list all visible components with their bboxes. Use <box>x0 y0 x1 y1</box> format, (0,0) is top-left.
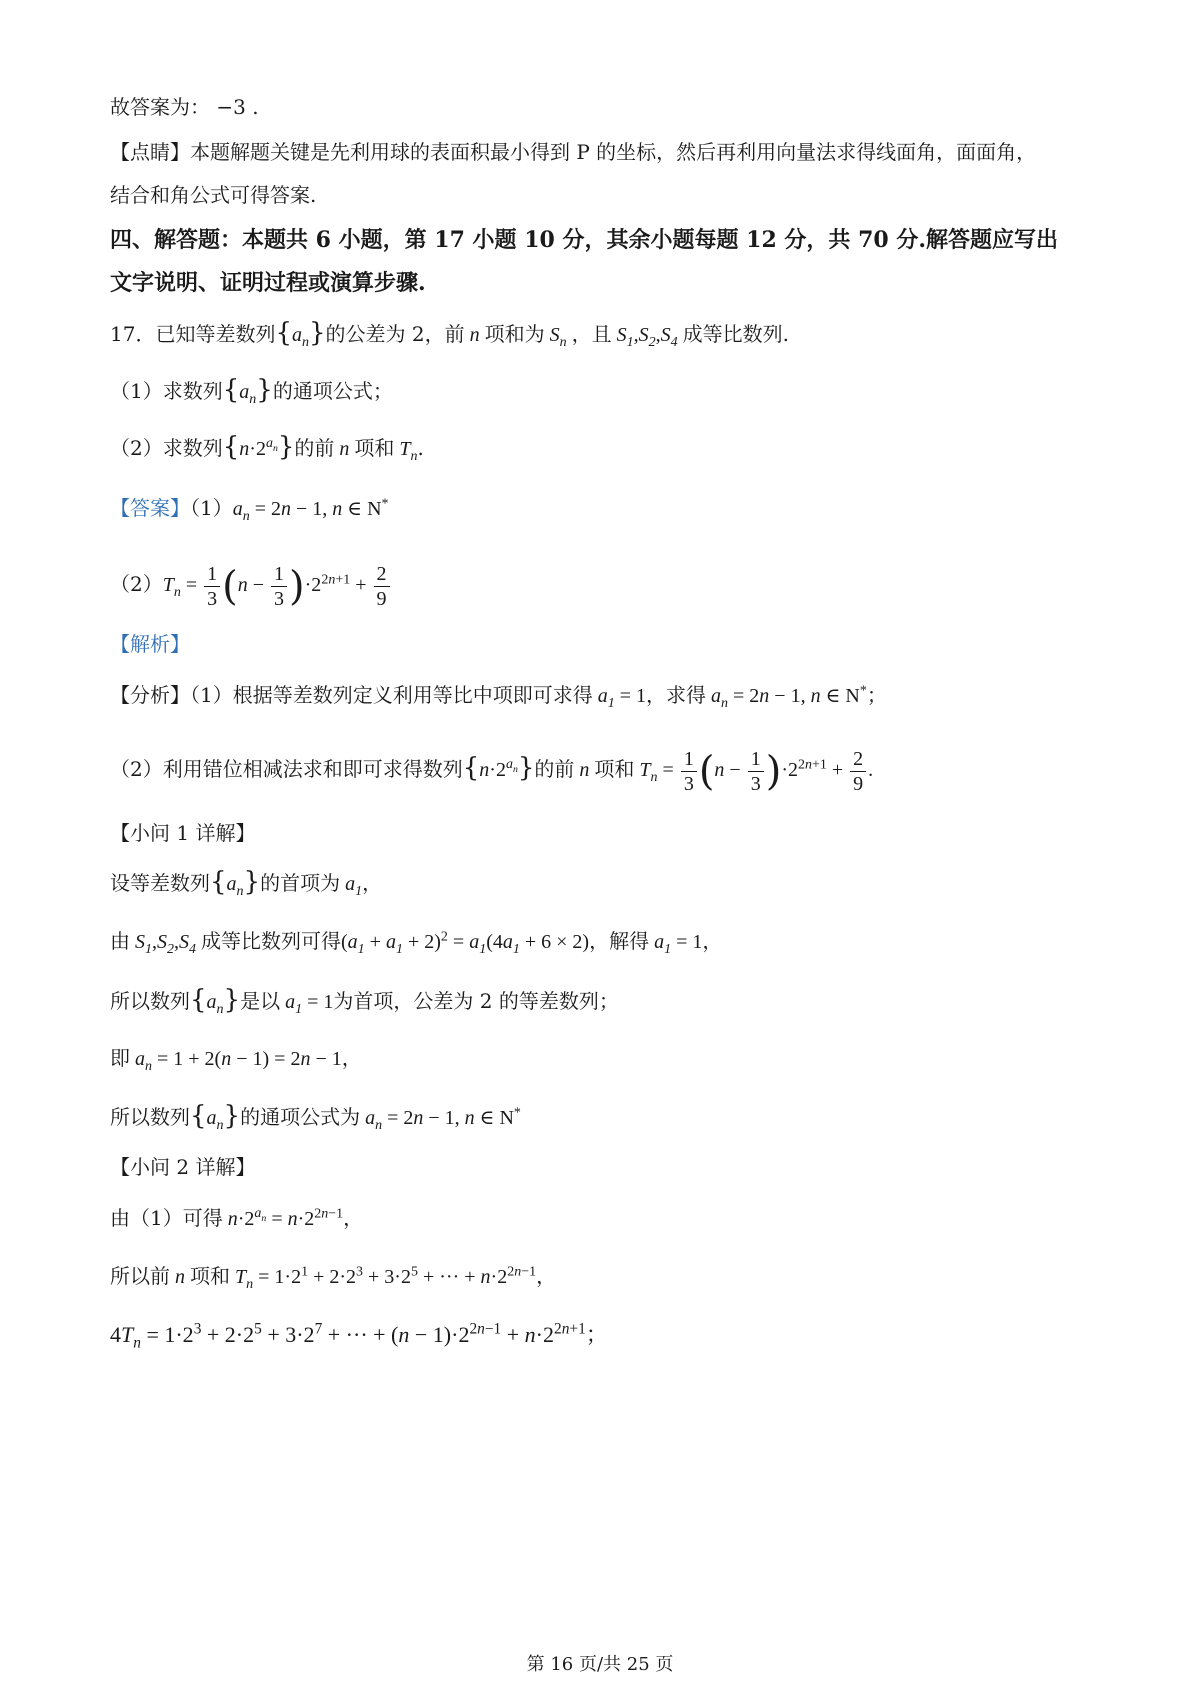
detail2-line-1: 由（1）可得 $n\cdot 2^{a_n} = n\cdot 2^{2n-1}$， <box>110 1206 364 1230</box>
detail2-line-3: $4T_n = 1\cdot 2^3 + 2\cdot 2^5 + 3\cdot 2^7$ + ··· + $(n - 1)\cdot 2^{2n-1} + n\cdot 2^{2n+1}$； <box>110 1320 608 1352</box>
detail2-line-2: 所以前 n 项和 $T_n = 1\cdot 2^1 + 2\cdot 2^3 + 3\cdot 2^5$ + ··· + $n\cdot 2^{2n-1}$， <box>110 1264 557 1292</box>
section-heading-line-1: 四、解答题：本题共 6 小题，第 17 小题 10 分，其余小题每题 12 分，共 70 分.解答题应写出 <box>110 227 1059 253</box>
section-heading-line-2: 文字说明、证明过程或演算步骤. <box>110 270 426 296</box>
formula: $T_n$ = $\frac{1}{3}$ (n − $\frac{1}{3}$ )$\cdot 2^{2n+1}$ + $\frac{2}{9}$ <box>163 574 392 596</box>
subquestion-1-title: 【小问 1 详解】 <box>110 821 256 845</box>
answer-line: 故答案为： −3 . <box>110 95 259 119</box>
note-line-1: 【点睛】本题解题关键是先利用球的表面积最小得到 P 的坐标，然后再利用向量法求得线面角，面面角， <box>110 140 1037 164</box>
detail-line-2: 由 $S_1,S_2,S_4$ 成等比数列可得$(a_1 + a_1 + 2)^2 = a_1(4a_1 + 6 \times 2)$，解得 $a_1 = 1$， <box>110 929 723 957</box>
detail-line-4: 即 $a_n = 1 + 2(n - 1) = 2n - 1$， <box>110 1046 362 1074</box>
subquestion-2-title: 【小问 2 详解】 <box>110 1155 256 1179</box>
question-17: 17．已知等差数列$\{a_n\}$的公差为 2，前 n 项和为 $S_n$ ，且 $S_1,S_2,S_4$ 成等比数列. <box>110 318 789 350</box>
answer-part-2: $(2)T_n$ = $\frac{1}{3}$ (n − $\frac{1}{3}$ )$\cdot 2^{2n+1}$ + $\frac{2}{9}$ <box>110 556 1100 614</box>
answer-part-1: 【答案】$(1)a_n = 2n - 1$, n ∈ N* <box>110 496 389 524</box>
note-line-2: 结合和角公式可得答案. <box>110 183 317 207</box>
detail-line-1: 设等差数列$\{a_n\}$的首项为 $a_1$， <box>110 867 383 899</box>
formula: $\{a_n\}$ <box>222 375 273 407</box>
analysis-tag-line <box>110 629 1100 659</box>
analysis-part-2: （2）利用错位相减法求和即可求得数列$\{n\cdot 2^{a_n}\}$的前 n 项和 $T_n$ = $\frac{1}{3}$ (n − $\frac{1}{3}$ )$\cdot 2^{2n+1}$ + $\frac{2}{9}$ . <box>110 747 874 795</box>
formula: $\{n\cdot 2^{a_n}\}$ <box>222 432 295 462</box>
formula: $a_n = 2n - 1$, n ∈ N* <box>232 496 389 524</box>
formula: $\{a_n\}$ <box>275 318 326 350</box>
detail-line-3: 所以数列$\{a_n\}$是以 $a_1 = 1$为首项，公差为 2 的等差数列； <box>110 985 619 1017</box>
question-part-2: （2）求数列$\{n\cdot 2^{a_n}\}$的前 n 项和 $T_n$. <box>110 432 424 464</box>
analysis-tag: 【解析】 <box>110 632 190 656</box>
answer-tag: 【答案】 <box>110 496 190 520</box>
page-footer: 第 16 页/共 25 页 <box>526 1654 674 1675</box>
question-part-1: （1）求数列$\{a_n\}$的通项公式； <box>110 375 393 407</box>
detail-line-5: 所以数列$\{a_n\}$的通项公式为 $a_n = 2n - 1$, n ∈ N* <box>110 1101 521 1133</box>
analysis-part-1: 【分析】（1）根据等差数列定义利用等比中项即可求得 $a_1 = 1$，求得 $a_n = 2n - 1$, n ∈ N*； <box>110 683 887 711</box>
